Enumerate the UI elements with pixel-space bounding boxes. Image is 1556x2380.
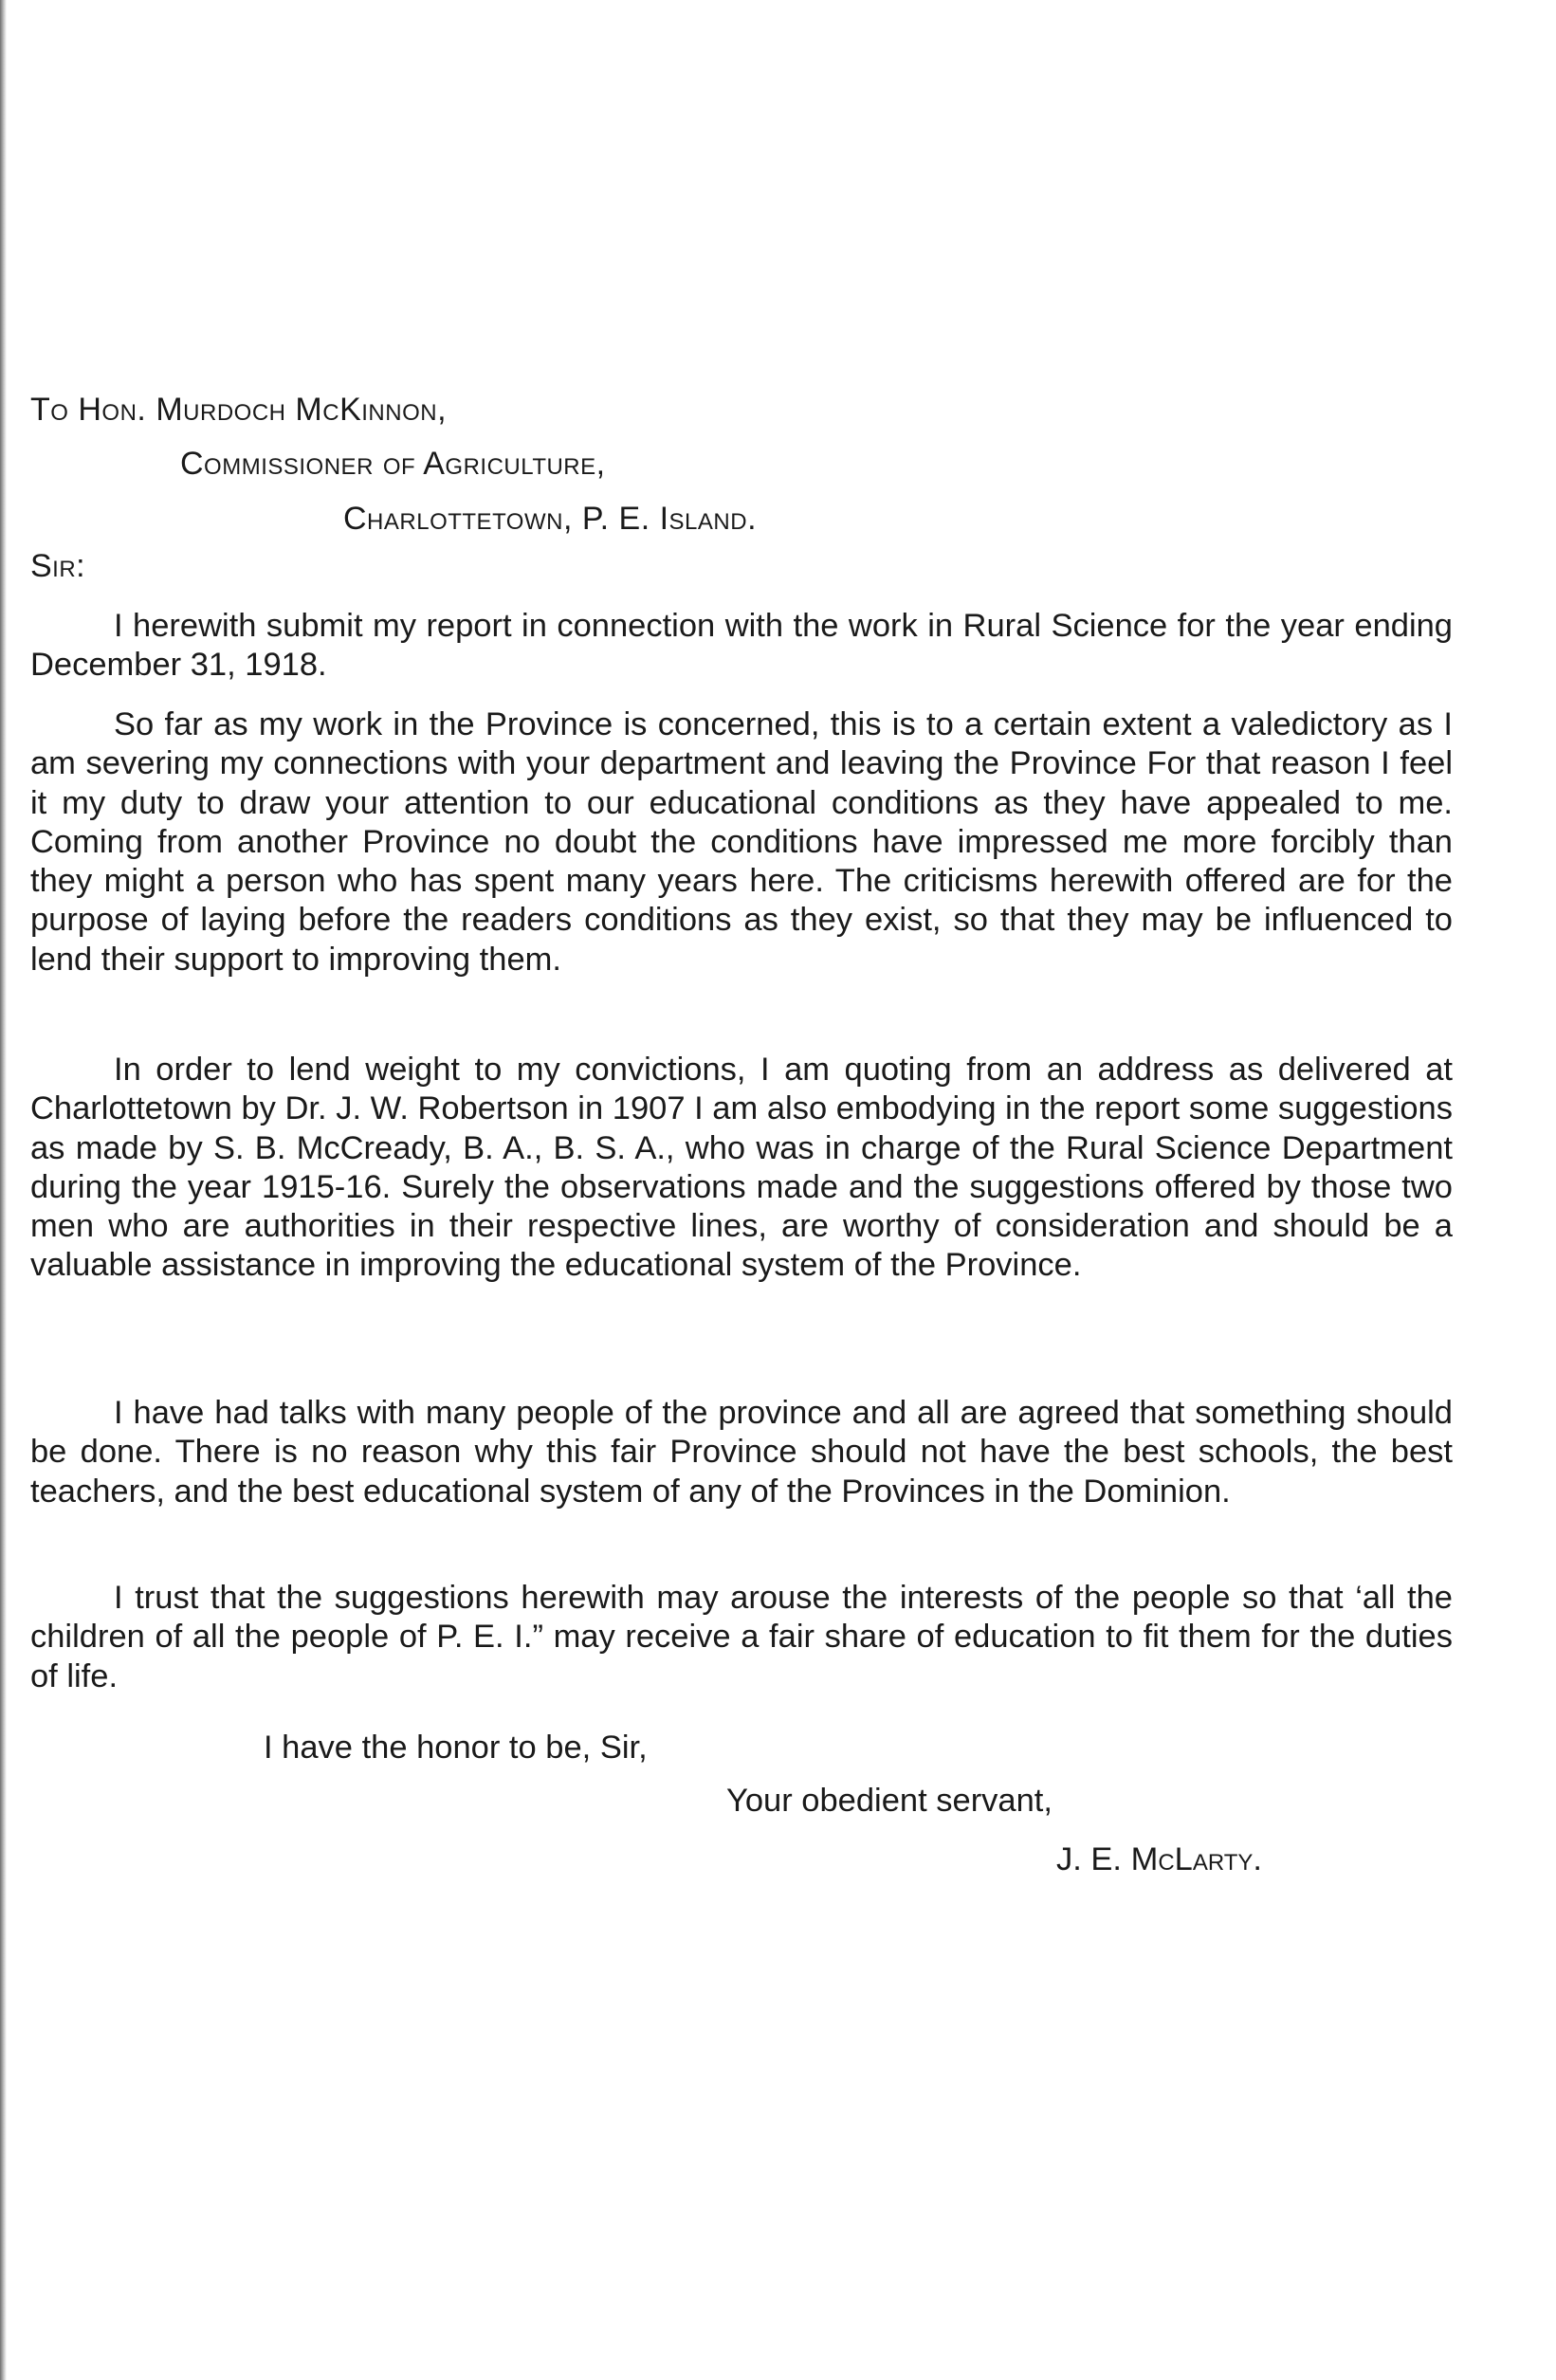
paragraph-3: In order to lend weight to my convictions, I am quoting from an address as delivered at Charlottetown by Dr. J. W. Robertson in 1907 I am also embodying in the report some suggestions as made by S. B. McCready, B. A., B. S. A., who was in charge of the Rural Science Department during the year 1915-16. Surely the observations made and the suggestions offered by those two men who are authorities in their respective lines, are worthy of consideration and should be a valuable assistance in improving the educational system of the Province. — [30, 1052, 1453, 1284]
salutation: Sir: — [30, 548, 86, 584]
closing-servant: Your obedient servant, — [726, 1783, 1053, 1819]
paragraph-5: I trust that the suggestions herewith may arouse the interests of the people so that ‘all the children of all the people of P. E. I.” may receive a fair share of education to fit them for the duties of life. — [30, 1580, 1453, 1694]
paragraph-2: So far as my work in the Province is concerned, this is to a certain extent a valedictory as I am severing my connections with your department and leaving the Province For that reason I feel it my duty to draw your attention to our educational conditions as they have appealed to me. Coming from another Province no doubt the conditions have impressed me more forcibly than they might a person who has spent many years here. The criticisms herewith offered are for the purpose of laying before the readers conditions as they exist, so that they may be influenced to lend their support to improving them. — [30, 706, 1453, 978]
address-line-recipient: To Hon. Murdoch McKinnon, — [30, 392, 448, 428]
paragraph-4: I have had talks with many people of the province and all are agreed that something should be done. There is no reason why this fair Province should not have the best schools, the best teachers, and the best educational system of any of the Provinces in the Dominion. — [30, 1395, 1453, 1510]
paragraph-1: I herewith submit my report in connection with the work in Rural Science for the year ending December 31, 1918. — [30, 608, 1453, 684]
closing-line: I have the honor to be, Sir, — [264, 1730, 648, 1766]
signature: J. E. McLarty. — [1056, 1841, 1263, 1877]
address-line-location: Charlottetown, P. E. Island. — [343, 501, 758, 537]
address-line-title: Commissioner of Agriculture, — [180, 446, 606, 482]
